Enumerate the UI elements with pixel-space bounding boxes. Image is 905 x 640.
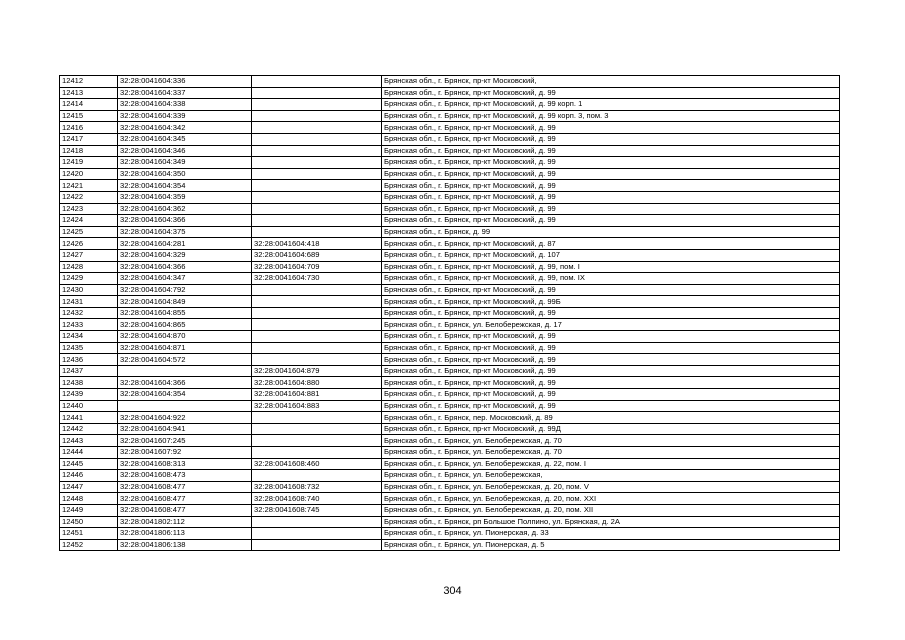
table-row [60, 203, 840, 215]
cadastral-number-cell: 32:28:0041604:329 [118, 249, 252, 261]
row-number-cell: 12430 [60, 284, 118, 296]
table-row [60, 215, 840, 227]
table-row [60, 99, 840, 111]
row-number-cell: 12440 [60, 400, 118, 412]
row-number-cell: 12415 [60, 110, 118, 122]
row-number-cell: 12434 [60, 331, 118, 343]
row-number-cell: 12418 [60, 145, 118, 157]
table-row [60, 284, 840, 296]
address-cell: Брянская обл., г. Брянск, пр-кт Московский, д. 99 [382, 365, 840, 377]
related-cadastral-number-cell [252, 354, 382, 366]
row-number-cell: 12416 [60, 122, 118, 134]
related-cadastral-number-cell: 32:28:0041608:740 [252, 493, 382, 505]
row-number-cell: 12447 [60, 481, 118, 493]
cadastral-number-cell: 32:28:0041604:342 [118, 122, 252, 134]
related-cadastral-number-cell [252, 76, 382, 88]
cadastral-number-cell: 32:28:0041604:922 [118, 412, 252, 424]
cadastral-number-cell: 32:28:0041604:336 [118, 76, 252, 88]
related-cadastral-number-cell [252, 203, 382, 215]
row-number-cell: 12439 [60, 389, 118, 401]
address-cell: Брянская обл., г. Брянск, пр-кт Московский, д. 99Б [382, 296, 840, 308]
table-row [60, 261, 840, 273]
address-cell: Брянская обл., г. Брянск, пр-кт Московский, д. 99 [382, 180, 840, 192]
address-cell: Брянская обл., г. Брянск, пр-кт Московский, д. 99 [382, 191, 840, 203]
related-cadastral-number-cell [252, 180, 382, 192]
cadastral-number-cell: 32:28:0041806:138 [118, 539, 252, 551]
address-cell: Брянская обл., г. Брянск, пр-кт Московский, д. 99 [382, 331, 840, 343]
address-cell: Брянская обл., г. Брянск, пр-кт Московский, д. 99 [382, 203, 840, 215]
table-row [60, 400, 840, 412]
related-cadastral-number-cell [252, 470, 382, 482]
related-cadastral-number-cell [252, 296, 382, 308]
related-cadastral-number-cell: 32:28:0041608:732 [252, 481, 382, 493]
cadastral-number-cell: 32:28:0041604:354 [118, 389, 252, 401]
row-number-cell: 12436 [60, 354, 118, 366]
cadastral-number-cell: 32:28:0041604:349 [118, 157, 252, 169]
related-cadastral-number-cell [252, 423, 382, 435]
table-row [60, 447, 840, 459]
related-cadastral-number-cell [252, 145, 382, 157]
table-row [60, 516, 840, 528]
row-number-cell: 12438 [60, 377, 118, 389]
row-number-cell: 12445 [60, 458, 118, 470]
address-cell: Брянская обл., г. Брянск, пр-кт Московский, д. 99Д [382, 423, 840, 435]
address-cell: Брянская обл., г. Брянск, пр-кт Московский, д. 99 [382, 400, 840, 412]
related-cadastral-number-cell [252, 157, 382, 169]
row-number-cell: 12428 [60, 261, 118, 273]
cadastral-number-cell: 32:28:0041604:870 [118, 331, 252, 343]
related-cadastral-number-cell: 32:28:0041608:745 [252, 504, 382, 516]
cadastral-number-cell: 32:28:0041604:792 [118, 284, 252, 296]
row-number-cell: 12427 [60, 249, 118, 261]
address-cell: Брянская обл., г. Брянск, ул. Белобережская, д. 17 [382, 319, 840, 331]
related-cadastral-number-cell: 32:28:0041604:689 [252, 249, 382, 261]
table-row [60, 319, 840, 331]
table-row [60, 493, 840, 505]
related-cadastral-number-cell: 32:28:0041604:418 [252, 238, 382, 250]
table-row [60, 528, 840, 540]
address-cell: Брянская обл., г. Брянск, пр-кт Московский, д. 99 [382, 377, 840, 389]
row-number-cell: 12413 [60, 87, 118, 99]
address-cell: Брянская обл., г. Брянск, пер. Московский, д. 89 [382, 412, 840, 424]
cadastral-number-cell: 32:28:0041604:350 [118, 168, 252, 180]
row-number-cell: 12451 [60, 528, 118, 540]
address-cell: Брянская обл., г. Брянск, ул. Белобережская, д. 70 [382, 435, 840, 447]
row-number-cell: 12437 [60, 365, 118, 377]
cadastral-number-cell: 32:28:0041604:366 [118, 377, 252, 389]
related-cadastral-number-cell [252, 307, 382, 319]
related-cadastral-number-cell [252, 528, 382, 540]
related-cadastral-number-cell [252, 331, 382, 343]
related-cadastral-number-cell [252, 226, 382, 238]
cadastral-number-cell: 32:28:0041604:375 [118, 226, 252, 238]
address-cell: Брянская обл., г. Брянск, пр-кт Московский, д. 99 [382, 354, 840, 366]
related-cadastral-number-cell: 32:28:0041604:709 [252, 261, 382, 273]
address-cell: Брянская обл., г. Брянск, пр-кт Московский, д. 99 корп. 3, пом. 3 [382, 110, 840, 122]
row-number-cell: 12444 [60, 447, 118, 459]
address-cell: Брянская обл., г. Брянск, пр-кт Московский, д. 99 корп. 1 [382, 99, 840, 111]
table-row [60, 226, 840, 238]
table-row [60, 168, 840, 180]
address-cell: Брянская обл., г. Брянск, пр-кт Московский, д. 99 [382, 307, 840, 319]
address-cell: Брянская обл., г. Брянск, ул. Белобережская, д. 70 [382, 447, 840, 459]
related-cadastral-number-cell [252, 110, 382, 122]
row-number-cell: 12423 [60, 203, 118, 215]
table-row [60, 423, 840, 435]
cadastral-number-cell: 32:28:0041604:346 [118, 145, 252, 157]
related-cadastral-number-cell [252, 87, 382, 99]
related-cadastral-number-cell [252, 133, 382, 145]
table-row [60, 481, 840, 493]
cadastral-number-cell: 32:28:0041608:313 [118, 458, 252, 470]
row-number-cell: 12422 [60, 191, 118, 203]
row-number-cell: 12448 [60, 493, 118, 505]
table-row [60, 76, 840, 88]
table-row [60, 133, 840, 145]
cadastral-number-cell: 32:28:0041604:849 [118, 296, 252, 308]
related-cadastral-number-cell [252, 539, 382, 551]
related-cadastral-number-cell [252, 191, 382, 203]
related-cadastral-number-cell: 32:28:0041604:881 [252, 389, 382, 401]
address-cell: Брянская обл., г. Брянск, пр-кт Московский, д. 99, пом. IX [382, 273, 840, 285]
address-cell: Брянская обл., г. Брянск, пр-кт Московский, д. 107 [382, 249, 840, 261]
related-cadastral-number-cell [252, 215, 382, 227]
related-cadastral-number-cell: 32:28:0041604:730 [252, 273, 382, 285]
table-row [60, 145, 840, 157]
row-number-cell: 12442 [60, 423, 118, 435]
row-number-cell: 12431 [60, 296, 118, 308]
table-row [60, 342, 840, 354]
cadastral-number-cell: 32:28:0041604:855 [118, 307, 252, 319]
cadastral-number-cell: 32:28:0041604:572 [118, 354, 252, 366]
address-cell: Брянская обл., г. Брянск, ул. Пионерская, д. 33 [382, 528, 840, 540]
table-row [60, 191, 840, 203]
row-number-cell: 12446 [60, 470, 118, 482]
table-row [60, 122, 840, 134]
address-cell: Брянская обл., г. Брянск, пр-кт Московский, д. 99 [382, 87, 840, 99]
table-row [60, 504, 840, 516]
address-cell: Брянская обл., г. Брянск, пр-кт Московский, д. 99 [382, 215, 840, 227]
address-cell: Брянская обл., г. Брянск, пр-кт Московский, д. 87 [382, 238, 840, 250]
related-cadastral-number-cell [252, 435, 382, 447]
row-number-cell: 12443 [60, 435, 118, 447]
address-cell: Брянская обл., г. Брянск, пр-кт Московский, д. 99 [382, 133, 840, 145]
table-body [60, 76, 840, 551]
related-cadastral-number-cell [252, 168, 382, 180]
row-number-cell: 12417 [60, 133, 118, 145]
page-number: 304 [443, 585, 462, 597]
table-row [60, 539, 840, 551]
row-number-cell: 12449 [60, 504, 118, 516]
related-cadastral-number-cell [252, 122, 382, 134]
cadastral-number-cell: 32:28:0041604:366 [118, 215, 252, 227]
cadastral-number-cell: 32:28:0041604:339 [118, 110, 252, 122]
cadastral-number-cell: 32:28:0041608:477 [118, 493, 252, 505]
related-cadastral-number-cell [252, 342, 382, 354]
cadastral-number-cell: 32:28:0041607:92 [118, 447, 252, 459]
address-cell: Брянская обл., г. Брянск, ул. Белобережская, д. 20, пом. V [382, 481, 840, 493]
row-number-cell: 12450 [60, 516, 118, 528]
row-number-cell: 12435 [60, 342, 118, 354]
cadastral-number-cell [118, 365, 252, 377]
address-cell: Брянская обл., г. Брянск, пр-кт Московский, [382, 76, 840, 88]
row-number-cell: 12424 [60, 215, 118, 227]
address-cell: Брянская обл., г. Брянск, ул. Белобережская, [382, 470, 840, 482]
related-cadastral-number-cell [252, 412, 382, 424]
cadastral-number-cell: 32:28:0041608:477 [118, 504, 252, 516]
table-row [60, 157, 840, 169]
address-cell: Брянская обл., г. Брянск, пр-кт Московский, д. 99 [382, 157, 840, 169]
row-number-cell: 12414 [60, 99, 118, 111]
address-cell: Брянская обл., г. Брянск, пр-кт Московский, д. 99 [382, 168, 840, 180]
address-cell: Брянская обл., г. Брянск, пр-кт Московский, д. 99, пом. I [382, 261, 840, 273]
cadastral-number-cell: 32:28:0041604:338 [118, 99, 252, 111]
table-row [60, 377, 840, 389]
cadastral-number-cell [118, 400, 252, 412]
related-cadastral-number-cell: 32:28:0041604:879 [252, 365, 382, 377]
table-row [60, 365, 840, 377]
cadastral-number-cell: 32:28:0041604:865 [118, 319, 252, 331]
cadastral-number-cell: 32:28:0041604:354 [118, 180, 252, 192]
related-cadastral-number-cell [252, 319, 382, 331]
cadastral-number-cell: 32:28:0041604:941 [118, 423, 252, 435]
address-cell: Брянская обл., г. Брянск, пр-кт Московский, д. 99 [382, 342, 840, 354]
row-number-cell: 12425 [60, 226, 118, 238]
address-cell: Брянская обл., г. Брянск, ул. Белобережская, д. 20, пом. XXI [382, 493, 840, 505]
table-row [60, 389, 840, 401]
cadastral-number-cell: 32:28:0041608:473 [118, 470, 252, 482]
address-cell: Брянская обл., г. Брянск, ул. Белобережская, д. 22, пом. I [382, 458, 840, 470]
table-row [60, 307, 840, 319]
related-cadastral-number-cell [252, 516, 382, 528]
cadastral-number-cell: 32:28:0041607:245 [118, 435, 252, 447]
row-number-cell: 12421 [60, 180, 118, 192]
property-registry-table [59, 75, 840, 551]
address-cell: Брянская обл., г. Брянск, рп Большое Полпино, ул. Брянская, д. 2А [382, 516, 840, 528]
cadastral-number-cell: 32:28:0041604:347 [118, 273, 252, 285]
cadastral-number-cell: 32:28:0041604:362 [118, 203, 252, 215]
row-number-cell: 12452 [60, 539, 118, 551]
cadastral-number-cell: 32:28:0041806:113 [118, 528, 252, 540]
related-cadastral-number-cell [252, 447, 382, 459]
table-row [60, 412, 840, 424]
row-number-cell: 12441 [60, 412, 118, 424]
address-cell: Брянская обл., г. Брянск, пр-кт Московский, д. 99 [382, 145, 840, 157]
row-number-cell: 12432 [60, 307, 118, 319]
row-number-cell: 12433 [60, 319, 118, 331]
address-cell: Брянская обл., г. Брянск, д. 99 [382, 226, 840, 238]
table-row [60, 249, 840, 261]
cadastral-number-cell: 32:28:0041604:281 [118, 238, 252, 250]
table-row [60, 180, 840, 192]
related-cadastral-number-cell: 32:28:0041608:460 [252, 458, 382, 470]
address-cell: Брянская обл., г. Брянск, пр-кт Московский, д. 99 [382, 122, 840, 134]
related-cadastral-number-cell [252, 284, 382, 296]
address-cell: Брянская обл., г. Брянск, ул. Пионерская, д. 5 [382, 539, 840, 551]
table-row [60, 273, 840, 285]
related-cadastral-number-cell: 32:28:0041604:880 [252, 377, 382, 389]
table-row [60, 331, 840, 343]
cadastral-number-cell: 32:28:0041604:366 [118, 261, 252, 273]
table-row [60, 470, 840, 482]
table-row [60, 458, 840, 470]
table-row [60, 296, 840, 308]
table-row [60, 87, 840, 99]
table-row [60, 238, 840, 250]
cadastral-number-cell: 32:28:0041604:871 [118, 342, 252, 354]
cadastral-number-cell: 32:28:0041604:359 [118, 191, 252, 203]
related-cadastral-number-cell [252, 99, 382, 111]
address-cell: Брянская обл., г. Брянск, пр-кт Московский, д. 99 [382, 389, 840, 401]
cadastral-number-cell: 32:28:0041608:477 [118, 481, 252, 493]
address-cell: Брянская обл., г. Брянск, пр-кт Московский, д. 99 [382, 284, 840, 296]
cadastral-number-cell: 32:28:0041604:337 [118, 87, 252, 99]
table-row [60, 354, 840, 366]
row-number-cell: 12420 [60, 168, 118, 180]
row-number-cell: 12419 [60, 157, 118, 169]
table-row [60, 110, 840, 122]
table-row [60, 435, 840, 447]
cadastral-number-cell: 32:28:0041604:345 [118, 133, 252, 145]
row-number-cell: 12429 [60, 273, 118, 285]
row-number-cell: 12412 [60, 76, 118, 88]
cadastral-number-cell: 32:28:0041802:112 [118, 516, 252, 528]
related-cadastral-number-cell: 32:28:0041604:883 [252, 400, 382, 412]
row-number-cell: 12426 [60, 238, 118, 250]
address-cell: Брянская обл., г. Брянск, ул. Белобережская, д. 20, пом. XII [382, 504, 840, 516]
